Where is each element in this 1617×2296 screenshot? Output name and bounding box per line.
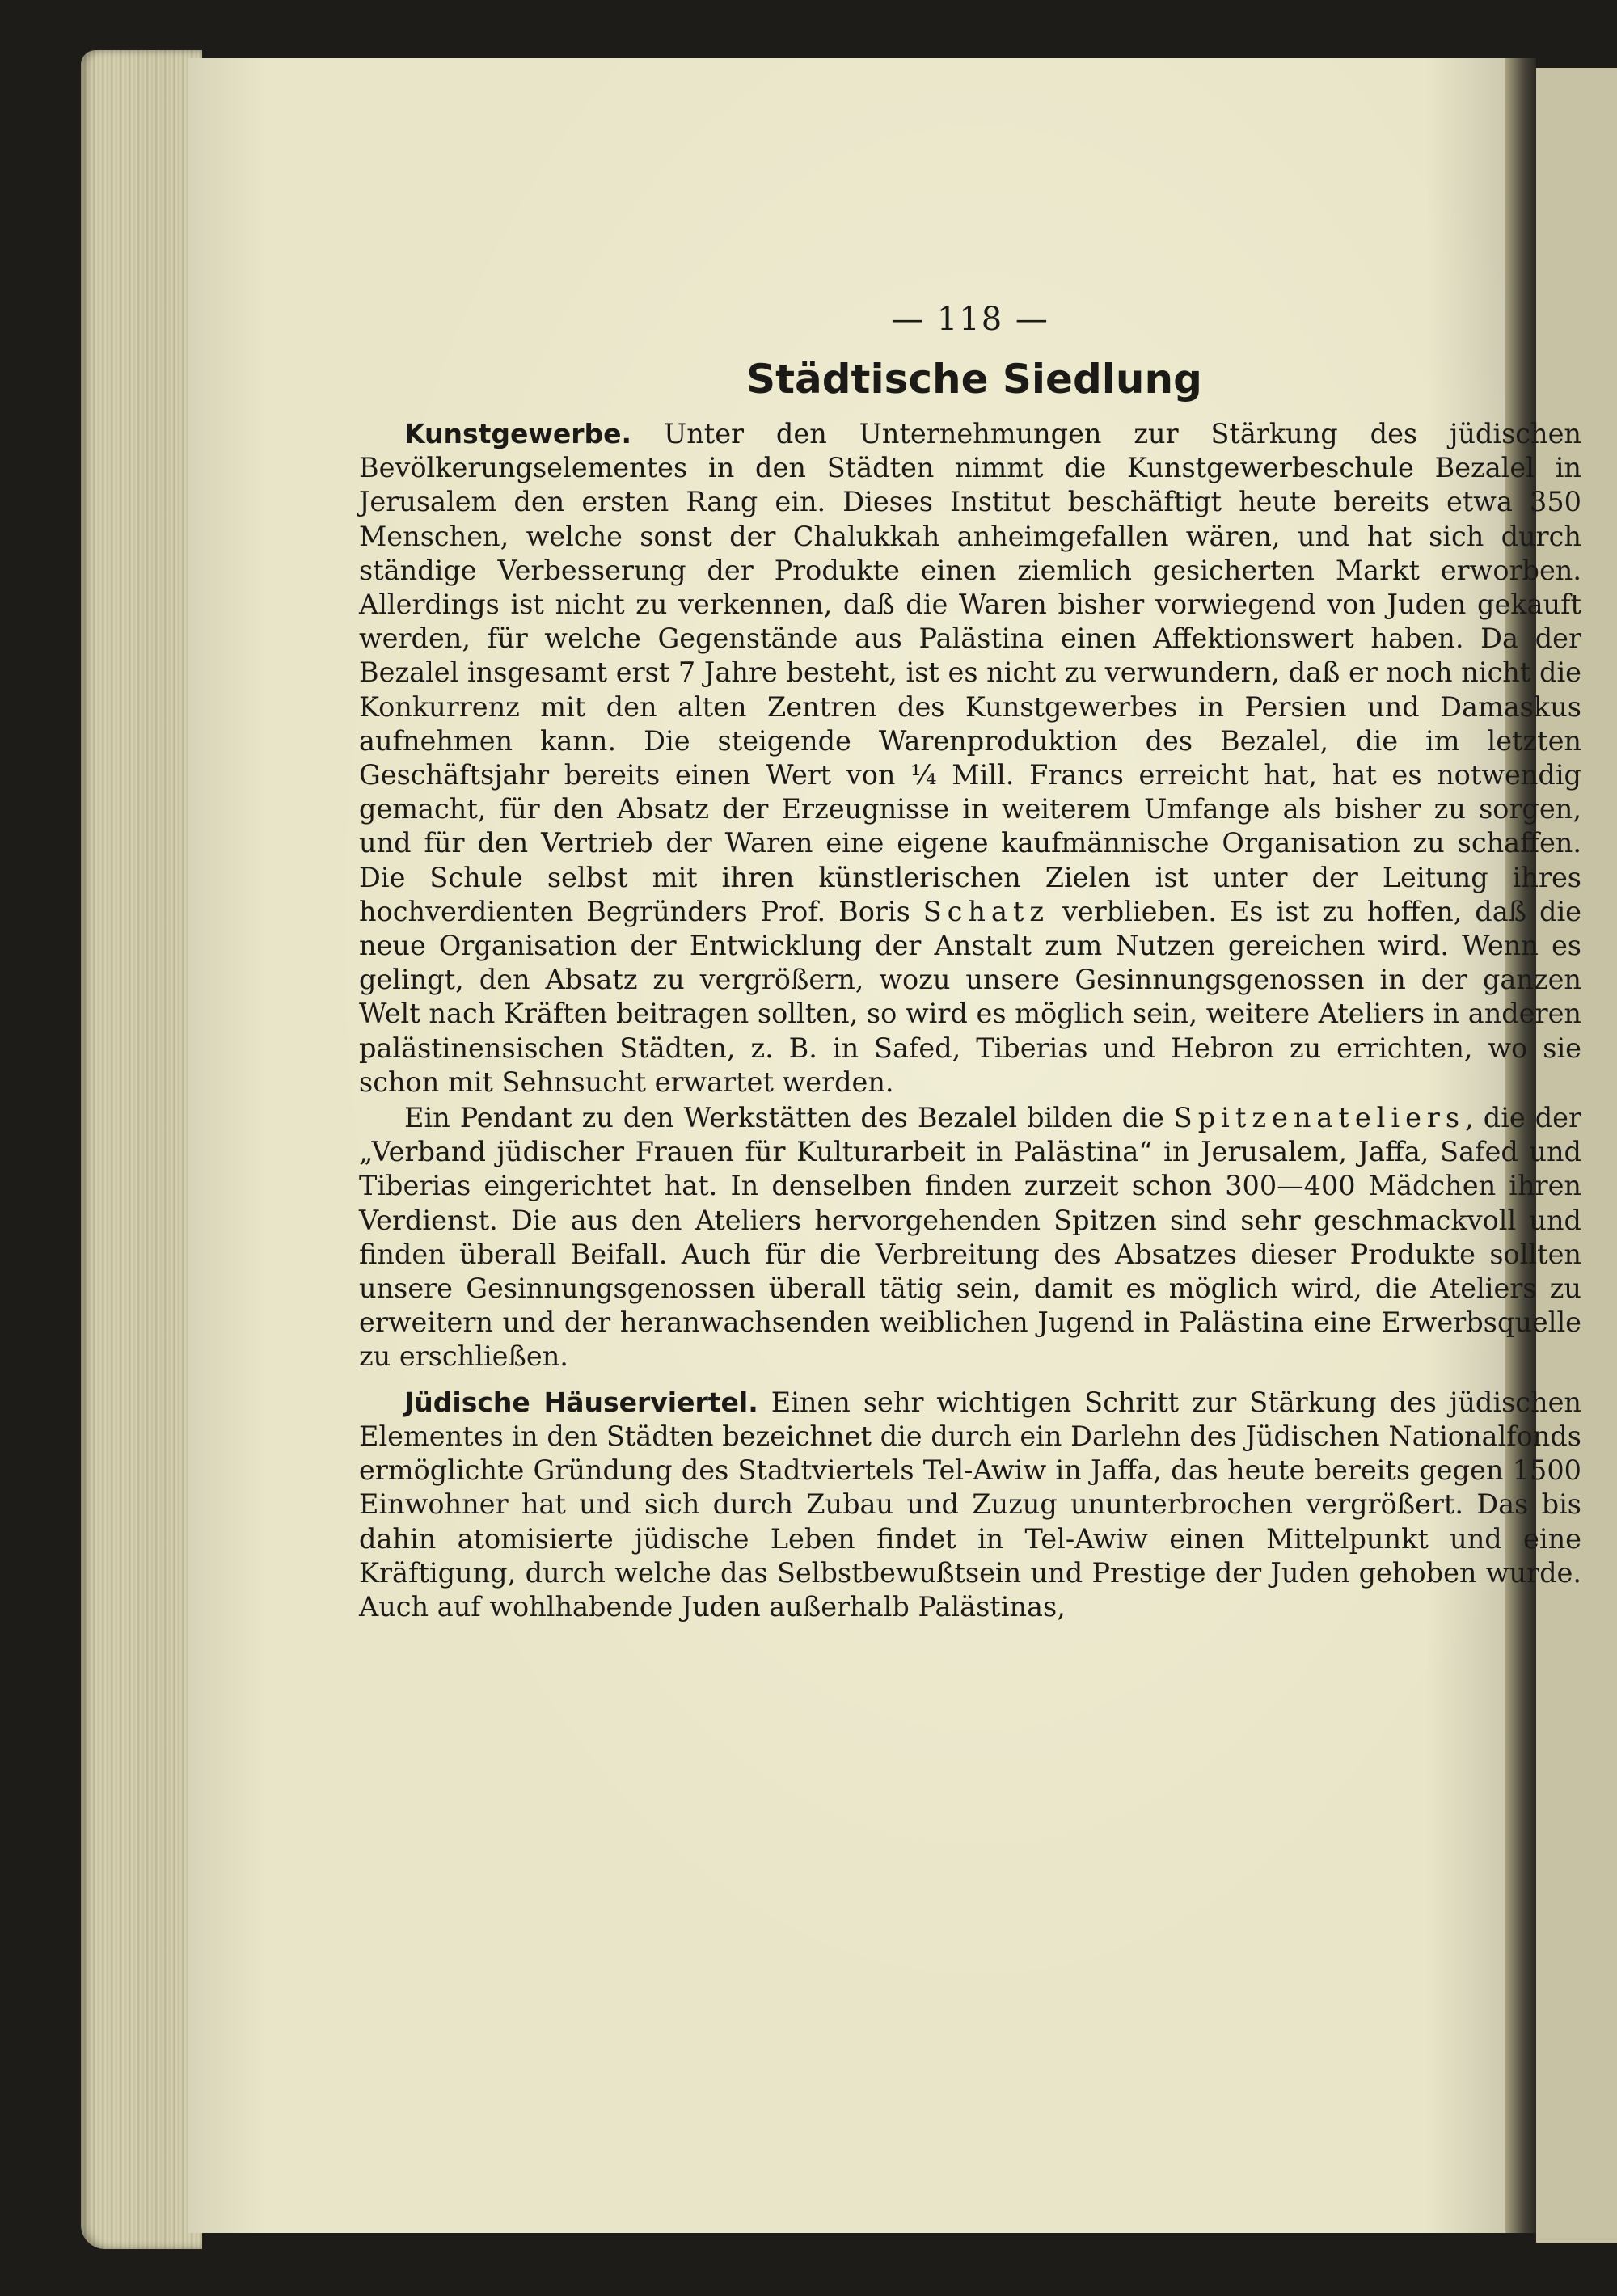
paragraph-lead-haeuserviertel: Jüdische Häuserviertel. — [404, 1386, 758, 1418]
paragraph-spitzenateliers — [359, 1101, 1581, 1374]
paragraph-text: , die der „Verband jüdischer Frauen für Kulturarbeit in Palästina“ in Jerusalem, Jaffa, Safed und Tiberias eingerichtet hat. In denselben finden zurzeit schon 300—400 Mädchen ihren Verdienst. Die aus den Ateliers hervorgehenden Spitzen sind sehr geschmackvoll und finden überall Beifall. Auch für die Verbreitung des Absatzes dieser Produkte sollten unsere Gesinnungsgenossen überall tätig sein, damit es möglich wird, die Ateliers zu erweitern und der heranwachsenden weiblichen Jugend in Palästina eine Erwerbsquelle zu erschließen. — [359, 1102, 1581, 1373]
section-heading: Städtische Siedlung — [746, 356, 1202, 403]
paragraph-haeuserviertel — [359, 1386, 1581, 1624]
paragraph-text: Unter den Unternehmungen zur Stärkung des jüdischen Bevölkerungselementes in den Städten nimmt die Kunstgewerbeschule Bezalel in Jerusalem den ersten Rang ein. Dieses Institut beschäftigt heute bereits etwa 350 Menschen, welche sonst der Chalukkah anheimgefallen wären, und hat sich durch ständige Verbesserung der Produkte einen ziemlich gesicherten Markt erworben. Allerdings ist nicht zu verkennen, daß die Waren bisher vorwiegend von Juden gekauft werden, für welche Gegenstände aus Palästina einen Affektionswert haben. Da der Bezalel insgesamt erst 7 Jahre besteht, ist es nicht zu verwundern, daß er noch nicht die Konkurrenz mit den alten Zentren des Kunstgewerbes in Persien und Damaskus aufnehmen kann. Die steigende Warenproduktion des Bezalel, die im letzten Geschäftsjahr bereits einen Wert von ¼ Mill. Francs erreicht hat, hat es notwendig gemacht, für den Absatz der Erzeugnisse in weiterem Umfange als bisher zu sorgen, und für den Vertrieb der Waren eine eigene kaufmännische Organisation zu schaffen. Die Schule selbst mit ihren künstlerischen Zielen ist unter der Leitung ihres hochverdienten Begründers Prof. Boris — [359, 418, 1581, 927]
paragraph-text: verblieben. Es ist zu hoffen, daß die neue Organisation der Entwicklung der Anstalt zum Nutzen gereichen wird. Wenn es gelingt, den Absatz zu vergrößern, wozu unsere Gesinnungsgenossen in der ganzen Welt nach Kräften beitragen sollten, so wird es möglich sein, weitere Ateliers in anderen palästinensischen Städten, z. B. in Safed, Tiberias und Hebron zu errichten, wo sie schon mit Sehnsucht erwartet werden. — [359, 895, 1581, 1098]
paragraph-text: Ein Pendant zu den Werkstätten des Bezalel bilden die — [404, 1102, 1174, 1134]
page-edge-stack — [81, 50, 202, 2249]
page-text-block — [359, 301, 1581, 1624]
book-page — [188, 58, 1582, 2233]
spaced-name-schatz: Schatz — [922, 895, 1050, 927]
paragraph-kunstgewerbe — [359, 417, 1581, 1099]
paragraph-text: Einen sehr wichtigen Schritt zur Stärkung des jüdischen Elementes in den Städten bezeichnet die durch ein Darlehn des Jüdischen Nationalfonds ermöglichte Gründung des Stadtviertels Tel-Awiw in Jaffa, das heute bereits gegen 1500 Einwohner hat und sich durch Zubau und Zuzug ununterbrochen vergrößert. Das bis dahin atomisierte jüdische Leben findet in Tel-Awiw einen Mittelpunkt und eine Kräftigung, durch welche das Selbstbewußtsein und Prestige der Juden gehoben wurde. Auch auf wohlhabende Juden außerhalb Palästinas, — [359, 1386, 1582, 1623]
page-number: — 118 — — [891, 301, 1049, 338]
paragraph-lead-kunstgewerbe: Kunstgewerbe. — [404, 418, 632, 449]
spaced-term-spitzenateliers: Spitzenateliers — [1173, 1102, 1466, 1134]
